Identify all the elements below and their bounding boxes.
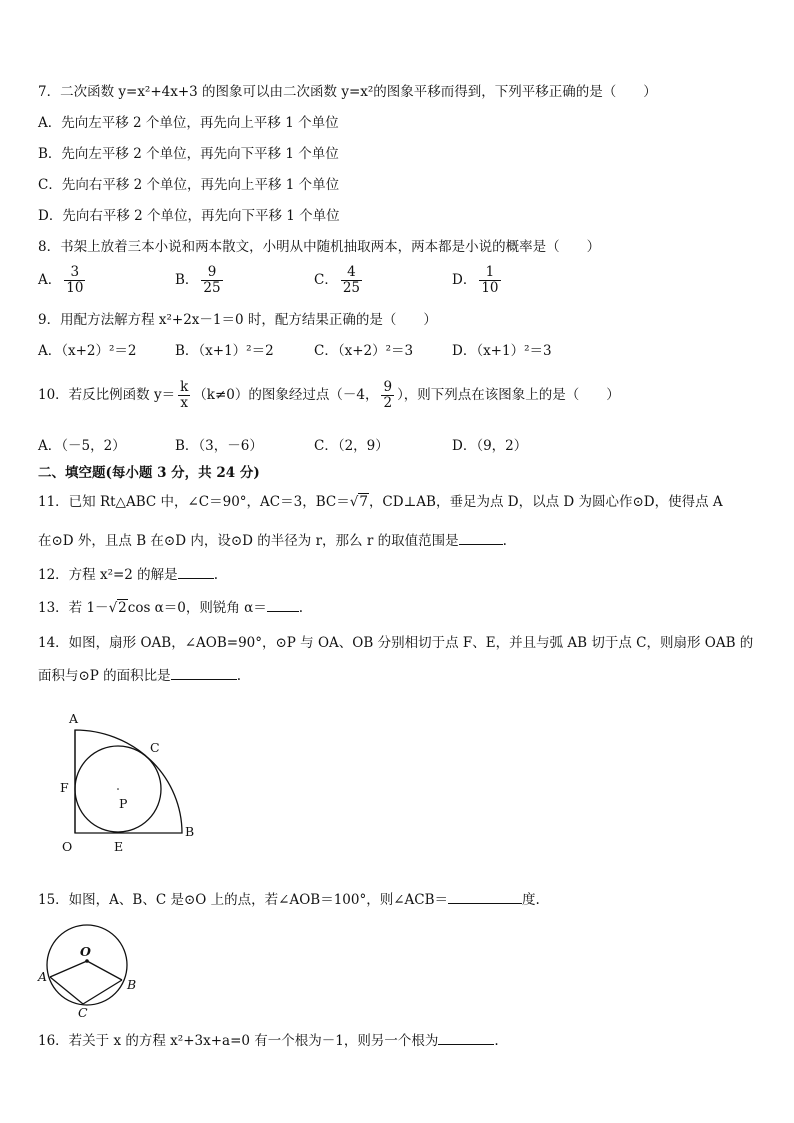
q11-sqrt-value: 7	[359, 494, 368, 510]
sqrt-symbol: √	[349, 494, 359, 510]
q10-frac-num: k	[180, 379, 189, 395]
q10-stem-pre: 10．若反比例函数 y＝	[38, 387, 176, 403]
q13-sqrt-value: 2	[118, 600, 127, 616]
fig14-label-a: A	[69, 711, 79, 726]
q10-option-d: D．（9，2）	[452, 438, 528, 454]
q13-end: .	[298, 600, 304, 616]
q7-option-a: A．先向左平移 2 个单位，再先向上平移 1 个单位	[38, 115, 339, 131]
q10-frac-den: x	[180, 395, 189, 411]
q10-option-c: C．（2，9）	[314, 438, 389, 454]
sqrt-symbol: √	[108, 600, 118, 616]
q8-b-label: B．	[175, 272, 199, 288]
q13-pre: 13．若 1－	[38, 600, 109, 616]
q8-a-num: 3	[64, 265, 85, 281]
q10-pt-den: 2	[383, 395, 393, 411]
fig14-label-c: C	[150, 740, 160, 755]
q11-line2-text: 在⊙D 外，且点 B 在⊙D 内，设⊙D 的半径为 r，那么 r 的取值范围是	[38, 533, 459, 549]
q11-line1-pre: 11．已知 Rt△ABC 中，∠C＝90°，AC＝3，BC＝	[38, 494, 350, 510]
section-fill-in-heading: 二、填空题(每小题 3 分，共 24 分)	[38, 465, 260, 481]
q10-pt-num: 9	[383, 379, 393, 395]
q9-option-b: B．（x+1）²＝2	[175, 343, 274, 359]
q10-stem-mid: （k≠0）的图象经过点（－4，	[193, 387, 379, 403]
q14-end: .	[236, 668, 241, 684]
q8-a-label: A．	[38, 272, 62, 288]
fig14-label-e: E	[114, 839, 124, 854]
q8-b-num: 9	[201, 265, 222, 281]
q14-line2-text: 面积与⊙P 的面积比是	[38, 668, 171, 684]
q12-end: .	[213, 567, 218, 583]
q10-stem-post: ），则下列点在该图象上的是（ ）	[397, 387, 620, 403]
fig15-label-a: A	[38, 969, 48, 984]
q10-option-b: B．（3，－6）	[175, 438, 263, 454]
q16-answer-blank[interactable]	[438, 1030, 494, 1045]
q8-c-den: 25	[342, 280, 361, 296]
q7-option-c: C．先向右平移 2 个单位，再先向上平移 1 个单位	[38, 177, 340, 193]
q10-option-a: A．（－5，2）	[38, 438, 126, 454]
q8-a-den: 10	[66, 280, 84, 296]
q16-end: .	[494, 1033, 499, 1049]
q12-text: 12．方程 x²=2 的解是	[38, 567, 178, 583]
q8-c-label: C．	[314, 272, 338, 288]
fig14-label-o: O	[62, 839, 73, 854]
q14-line1: 14．如图，扇形 OAB，∠AOB=90°，⊙P 与 OA、OB 分别相切于点 F、E，并且与弧 AB 切于点 C，则扇形 OAB 的	[38, 635, 754, 651]
q9-option-d: D．（x+1）²＝3	[452, 343, 552, 359]
q16	[38, 1030, 499, 1050]
fig15-label-b: B	[127, 977, 137, 992]
q16-text: 16．若关于 x 的方程 x²+3x+a=0 有一个根为－1，则另一个根为	[38, 1033, 439, 1049]
q8-stem: 8．书架上放着三本小说和两本散文，小明从中随机抽取两本，两本都是小说的概率是（ ）	[38, 239, 601, 255]
fig15-label-c: C	[78, 1005, 88, 1020]
fig14-label-p: P	[119, 796, 128, 811]
q9-option-c: C．（x+2）²＝3	[314, 343, 414, 359]
q8-d-label: D．	[452, 272, 477, 288]
segment-ob	[87, 961, 122, 980]
q13-post: cos α＝0，则锐角 α＝	[127, 600, 267, 616]
q9-stem: 9．用配方法解方程 x²+2x－1＝0 时，配方结果正确的是（ ）	[38, 312, 437, 328]
q9-option-a: A．（x+2）²＝2	[38, 343, 137, 359]
q11-end: .	[502, 533, 507, 549]
fig15-label-o: O	[80, 944, 91, 959]
q7-option-d: D．先向右平移 2 个单位，再先向下平移 1 个单位	[38, 208, 340, 224]
fig14-label-b: B	[185, 824, 195, 839]
q7-option-b: B．先向左平移 2 个单位，再先向下平移 1 个单位	[38, 146, 339, 162]
q15-text: 15．如图，A、B、C 是⊙O 上的点，若∠AOB＝100°，则∠ACB＝	[38, 892, 449, 908]
q8-c-num: 4	[341, 265, 362, 281]
q8-d-den: 10	[481, 280, 499, 296]
segment-oa	[50, 961, 87, 977]
center-point-o	[85, 959, 89, 963]
circle-o	[47, 925, 127, 1005]
q11-line1-post: ，CD⊥AB，垂足为点 D，以点 D 为圆心作⊙D，使得点 A	[368, 494, 723, 510]
q8-b-den: 25	[203, 280, 221, 296]
q8-d-num: 1	[479, 265, 500, 281]
q7-stem: 7．二次函数 y=x²+4x+3 的图象可以由二次函数 y=x²的图象平移而得到，下列平移正确的是（ ）	[38, 84, 657, 100]
q15-end: 度.	[522, 892, 540, 908]
fig14-label-f: F	[60, 780, 69, 795]
